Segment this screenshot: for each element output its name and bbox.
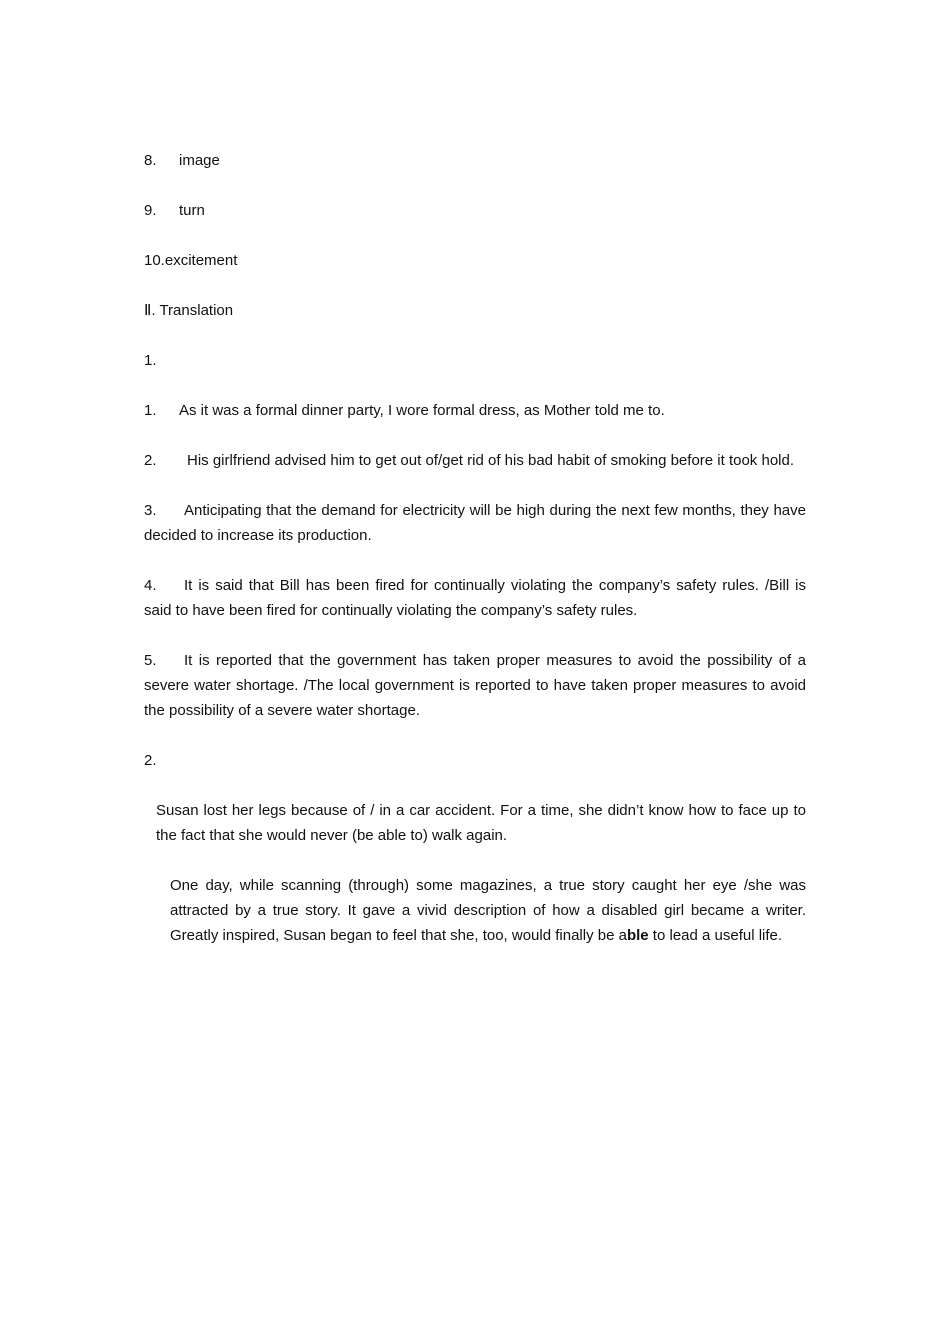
answer-10: 10.excitement <box>144 252 238 269</box>
translation-item-3 <box>144 498 806 548</box>
item-number: 5. <box>144 652 157 669</box>
document-body <box>144 148 806 973</box>
part-2-label: 2. <box>144 752 157 769</box>
item-number: 1. <box>144 402 157 419</box>
item-text: It is reported that the government has taken proper measures to avoid the possibility of a severe water shortage. /The local government is reported to have taken proper measures to avoid the possibility of a severe water shortage. <box>144 652 806 719</box>
item-text: His girlfriend advised him to get out of/get rid of his bad habit of smoking before it took hold. <box>187 452 795 469</box>
item-text: turn <box>179 202 205 219</box>
answer-8 <box>144 148 806 173</box>
passage-paragraph-1: Susan lost her legs because of / in a car accident. For a time, she didn’t know how to face up to the fact that she would never (be able to) walk again. <box>156 802 806 844</box>
passage-bold-text: ble <box>626 927 649 944</box>
translation-item-1 <box>144 398 806 423</box>
item-number: 3. <box>144 502 157 519</box>
item-text: As it was a formal dinner party, I wore formal dress, as Mother told me to. <box>179 402 665 419</box>
passage-text-end: to lead a useful life. <box>648 927 783 944</box>
passage-text: One day, while scanning (through) some magazines, a true story caught her eye /she was attracted by a true story. It gave a vivid description of how a disabled girl became a writer. Greatly inspired, Susan began to feel that she, too, would finally be a <box>170 877 806 944</box>
item-number: 8. <box>144 152 157 169</box>
item-number: 9. <box>144 202 157 219</box>
section-heading: Ⅱ. Translation <box>144 302 234 319</box>
item-text: image <box>179 152 220 169</box>
item-text: It is said that Bill has been fired for continually violating the company’s safety rules. /Bill is said to have been fired for continually violating the company’s safety rules. <box>144 577 806 619</box>
item-number: 4. <box>144 577 157 594</box>
item-number: 2. <box>144 452 157 469</box>
passage-paragraph-2 <box>144 873 806 948</box>
translation-item-4 <box>144 573 806 623</box>
part-1-label: 1. <box>144 352 157 369</box>
item-text: Anticipating that the demand for electricity will be high during the next few months, they have decided to increase its production. <box>144 502 806 544</box>
translation-item-2 <box>144 448 806 473</box>
answer-9 <box>144 198 806 223</box>
translation-item-5 <box>144 648 806 723</box>
